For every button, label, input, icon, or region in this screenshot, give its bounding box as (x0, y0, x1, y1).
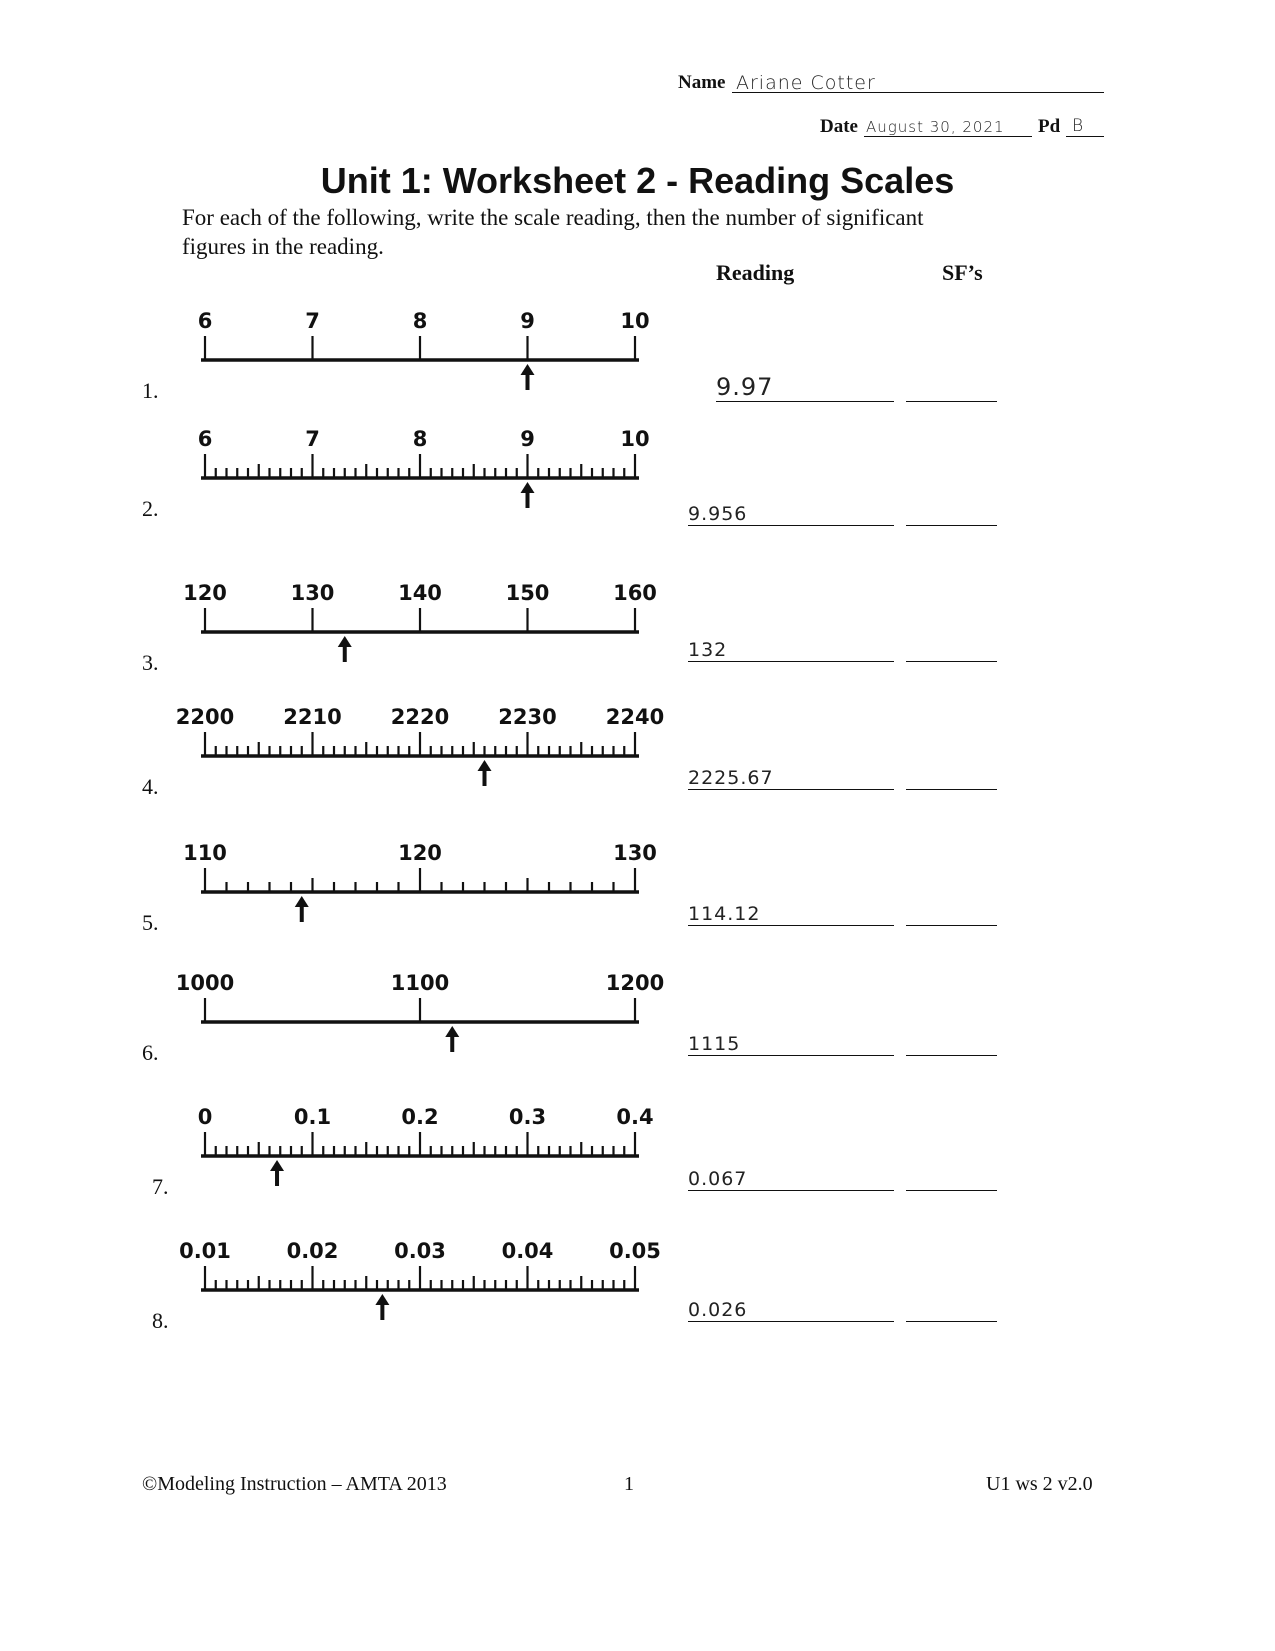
name-label: Name (678, 72, 726, 93)
reading-answer-field[interactable] (688, 1164, 894, 1191)
tick-label: 0.02 (286, 1239, 339, 1263)
reading-answer-field[interactable] (688, 635, 894, 662)
reading-answer-value: 2225.67 (688, 767, 774, 789)
date-value: August 30, 2021 (866, 118, 1005, 136)
question-number: 6. (142, 1040, 159, 1065)
sf-answer-field[interactable] (906, 763, 997, 790)
pointer-arrow-icon (375, 1294, 389, 1305)
reading-answer-field[interactable] (688, 763, 894, 790)
reading-answer-value: 0.026 (688, 1299, 748, 1321)
question-number: 7. (152, 1174, 169, 1199)
tick-label: 130 (290, 581, 335, 605)
footer-copyright: ©Modeling Instruction – AMTA 2013 (142, 1473, 447, 1495)
reading-answer-value: 1115 (688, 1033, 741, 1055)
sf-answer-field[interactable] (906, 899, 997, 926)
reading-answer-field[interactable] (688, 499, 894, 526)
tick-label: 1000 (175, 971, 235, 995)
measurement-scale (185, 572, 685, 672)
instructions-line1: For each of the following, write the scale reading, then the number of significant (182, 205, 924, 230)
sf-answer-field[interactable] (906, 375, 997, 402)
measurement-scale (185, 418, 685, 518)
tick-label: 0.03 (394, 1239, 446, 1263)
tick-label: 2200 (175, 705, 235, 729)
tick-label: 10 (620, 427, 650, 451)
pointer-arrow-icon (478, 760, 492, 771)
tick-label: 2240 (605, 705, 665, 729)
footer-version: U1 ws 2 v2.0 (986, 1473, 1093, 1495)
reading-answer-value: 114.12 (688, 903, 761, 925)
measurement-scale (179, 1230, 685, 1330)
pointer-arrow-icon (521, 364, 535, 375)
tick-label: 8 (412, 309, 428, 333)
question-number: 2. (142, 496, 159, 521)
pd-field[interactable] (1066, 114, 1104, 137)
tick-label: 130 (613, 841, 657, 865)
name-field[interactable] (732, 70, 1104, 93)
tick-label: 0.3 (508, 1105, 547, 1129)
measurement-scale (185, 1096, 685, 1196)
pointer-arrow-icon (295, 896, 309, 907)
question-number: 1. (142, 378, 159, 403)
tick-label: 0.1 (293, 1105, 332, 1129)
tick-label: 0.04 (501, 1239, 554, 1263)
sf-answer-field[interactable] (906, 635, 997, 662)
reading-answer-field[interactable] (688, 1295, 894, 1322)
tick-label: 110 (183, 841, 227, 865)
measurement-scale (175, 962, 685, 1062)
tick-label: 7 (305, 309, 320, 333)
pointer-arrow-icon (270, 1160, 284, 1171)
footer-page-number: 1 (624, 1473, 634, 1495)
question-number: 8. (152, 1308, 169, 1333)
sf-answer-field[interactable] (906, 499, 997, 526)
pointer-arrow-icon (521, 482, 535, 493)
measurement-scale (185, 300, 685, 400)
pointer-arrow-icon (338, 636, 352, 647)
reading-answer-value: 9.956 (688, 503, 748, 525)
date-field[interactable] (864, 114, 1032, 137)
question-number: 5. (142, 910, 159, 935)
tick-label: 150 (505, 581, 550, 605)
reading-answer-field[interactable] (688, 899, 894, 926)
tick-label: 1200 (605, 971, 665, 995)
tick-label: 160 (613, 581, 657, 605)
tick-label: 10 (620, 309, 650, 333)
pd-value: B (1072, 116, 1085, 136)
tick-label: 1100 (390, 971, 450, 995)
tick-label: 2220 (390, 705, 450, 729)
instructions-line2: figures in the reading. (182, 234, 384, 259)
reading-column-header: Reading (716, 260, 795, 285)
reading-answer-value: 9.97 (716, 373, 774, 401)
tick-label: 9 (520, 309, 535, 333)
tick-label: 0.4 (616, 1105, 654, 1129)
tick-label: 8 (412, 427, 428, 451)
sf-column-header: SF’s (942, 260, 983, 285)
tick-label: 120 (398, 841, 442, 865)
page-title: Unit 1: Worksheet 2 - Reading Scales (320, 160, 955, 201)
tick-label: 6 (197, 427, 213, 451)
tick-label: 0.2 (401, 1105, 439, 1129)
pointer-arrow-icon (445, 1026, 459, 1037)
sf-answer-field[interactable] (906, 1164, 997, 1191)
measurement-scale (185, 832, 685, 932)
sf-answer-field[interactable] (906, 1029, 997, 1056)
tick-label: 0 (197, 1105, 213, 1129)
tick-label: 7 (305, 427, 320, 451)
name-value: Ariane Cotter (736, 72, 876, 94)
tick-label: 2230 (498, 705, 557, 729)
tick-label: 0.01 (179, 1239, 231, 1263)
pd-label: Pd (1038, 116, 1061, 137)
reading-answer-field[interactable] (688, 1029, 894, 1056)
date-label: Date (820, 116, 858, 137)
tick-label: 140 (398, 581, 442, 605)
tick-label: 9 (520, 427, 535, 451)
tick-label: 120 (183, 581, 227, 605)
reading-answer-value: 0.067 (688, 1168, 748, 1190)
reading-answer-value: 132 (688, 639, 728, 661)
tick-label: 0.05 (609, 1239, 661, 1263)
question-number: 3. (142, 650, 159, 675)
tick-label: 6 (197, 309, 213, 333)
reading-answer-field[interactable] (716, 375, 894, 402)
sf-answer-field[interactable] (906, 1295, 997, 1322)
measurement-scale (175, 696, 685, 796)
question-number: 4. (142, 774, 159, 799)
tick-label: 2210 (283, 705, 342, 729)
